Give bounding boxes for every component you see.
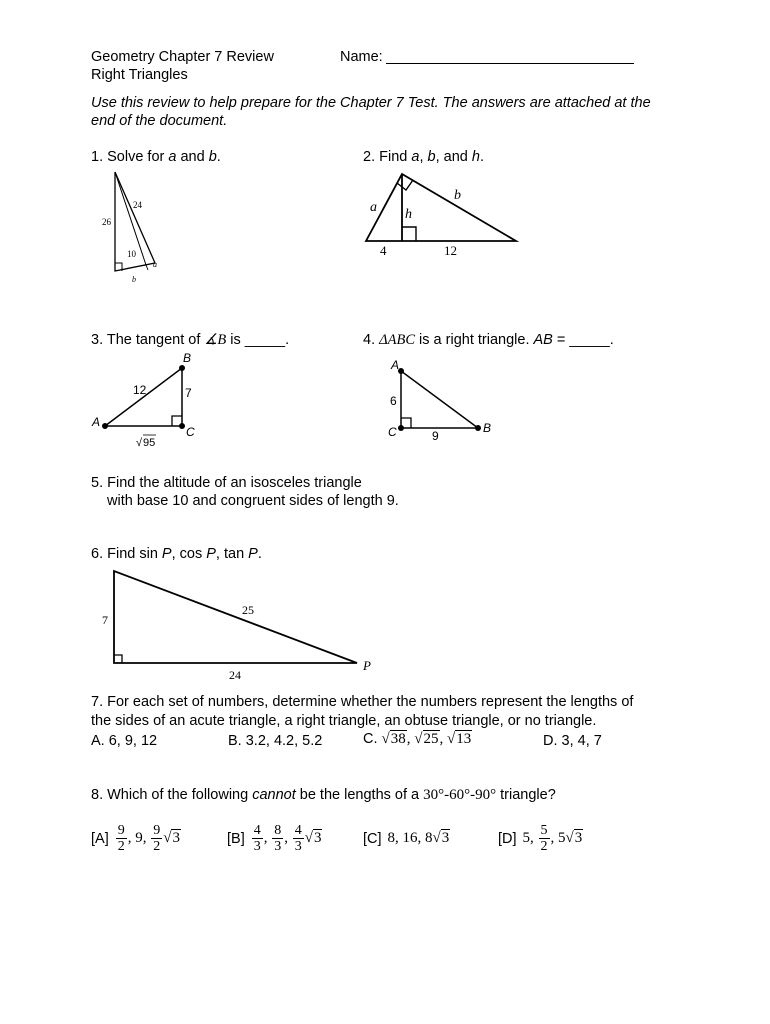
q4-vertex-B: B: [483, 421, 492, 435]
question-1-prompt: 1. Solve for a and b.: [91, 149, 221, 165]
instructions-line-1: Use this review to help prepare for the Chapter 7 Test. The answers are attached at the: [91, 95, 651, 111]
question-7-choice-D: D. 3, 4, 7: [543, 733, 602, 749]
q6-vertex-P: P: [363, 658, 371, 673]
q3-vertex-A: A: [92, 415, 101, 429]
q2-label-h: h: [405, 207, 412, 222]
question-8-prompt: 8. Which of the following cannot be the lengths of a 30°-60°-90° triangle?: [91, 787, 556, 803]
q6-label-24: 24: [229, 668, 241, 682]
question-4-prompt: 4. ΔABC is a right triangle. AB = _____.: [363, 332, 614, 348]
question-6-prompt: 6. Find sin P, cos P, tan P.: [91, 546, 262, 562]
question-7-choice-A: A. 6, 9, 12: [91, 733, 158, 749]
q2-label-b: b: [454, 188, 461, 203]
q3-vertex-B: B: [183, 351, 192, 365]
question-7-line-1: 7. For each set of numbers, determine whether the numbers represent the lengths of: [91, 694, 634, 710]
q1-label-b: b: [132, 275, 136, 284]
question-8-option-B: [B] $\frac{4}{3}$ , $\frac{8}{3}$ , $\frac{4}{3}$ √3: [227, 823, 322, 854]
q2-label-a: a: [370, 200, 377, 215]
name-label: Name:: [340, 49, 383, 65]
q1-label-10: 10: [127, 249, 136, 259]
q1-label-26: 26: [102, 217, 111, 227]
q4-label-6: 6: [390, 394, 397, 408]
question-3-prompt: 3. The tangent of ∡B is _____.: [91, 332, 290, 348]
question-7-line-2: the sides of an acute triangle, a right triangle, an obtuse triangle, or no triangle.: [91, 713, 597, 729]
q1-label-24: 24: [133, 200, 142, 210]
q4-vertex-A: A: [391, 358, 400, 372]
q4-vertex-C: C: [388, 425, 397, 439]
question-7-choice-C: C. √38, √25, √13: [363, 731, 472, 747]
instructions-line-2: end of the document.: [91, 113, 228, 129]
document-subtitle: Right Triangles: [91, 67, 188, 83]
q3-vertex-C: C: [186, 425, 195, 439]
q3-radical-sign: √: [136, 437, 143, 449]
q6-label-25: 25: [242, 603, 254, 617]
q6-label-7: 7: [102, 613, 108, 627]
q4-label-9: 9: [432, 429, 439, 443]
document-title: Geometry Chapter 7 Review: [91, 49, 274, 65]
q3-label-7: 7: [185, 386, 192, 400]
q3-label-12: 12: [133, 383, 147, 397]
q2-label-4: 4: [380, 243, 387, 258]
question-8-option-C: [C] 8, 16, 8 √3: [363, 830, 450, 847]
question-8-option-A: [A] $\frac{9}{2}$ , 9, $\frac{9}{2}$ √3: [91, 823, 180, 854]
question-5-line-2: with base 10 and congruent sides of length 9.: [107, 493, 399, 509]
question-7-choice-B: B. 3.2, 4.2, 5.2: [228, 733, 323, 749]
question-8-option-D: [D] 5, $\frac{5}{2}$ , 5 √3: [498, 823, 583, 854]
q2-label-12: 12: [444, 243, 457, 258]
q3-label-95: 95: [143, 437, 156, 449]
question-2-prompt: 2. Find a, b, and h.: [363, 149, 484, 165]
question-5-line-1: 5. Find the altitude of an isosceles triangle: [91, 475, 362, 491]
q1-label-a: a: [153, 260, 157, 269]
